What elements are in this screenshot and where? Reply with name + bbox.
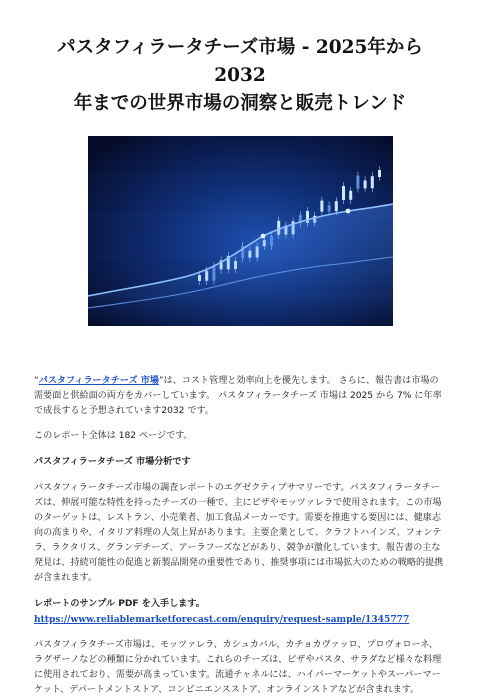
- candle-body: [363, 180, 366, 188]
- candle-body: [349, 191, 352, 200]
- sample-request-link[interactable]: https://www.reliablemarketforecast.com/enquiry/request-sample/1345777: [34, 614, 410, 625]
- candle-body: [370, 176, 373, 188]
- sample-request-label: レポートのサンプル PDF を入手します。: [34, 599, 205, 609]
- candle-body: [356, 176, 359, 189]
- types-paragraph: パスタフィラタチーズ市場は、モッツァレラ、カシュカバル、カチョカヴァッロ、プロヴォローネ、ラグザーノなどの種類に分かれています。これらのチーズは、ピザやパスタ、サラダなど様々な料理に使用されており、需要が高まっています。流通チャネルには、ハイパーマーケットやスーパーマーケット、デパートメントストア、コンビニエンスストア、オンラインストアなどが含まれます。: [34, 640, 442, 695]
- candle-body: [342, 186, 345, 200]
- intro-paragraph: “パスタフィラータチーズ 市場”は、コスト管理と効率向上を優先します。 さらに、報告書は市場の需要面と供給面の両方をカバーしています。 パスタフィラータチーズ 市場は 2025 から 7% に年率で成長すると予想されています2032 です。: [34, 376, 442, 416]
- sample-request-paragraph: [34, 597, 446, 628]
- analysis-heading: パスタフィラータチーズ 市場分析です: [34, 457, 191, 467]
- title-line-2: 年までの世界市場の洞察と販売トレンド: [73, 93, 407, 114]
- market-name-link[interactable]: パスタフィラータチーズ 市場: [38, 376, 159, 386]
- executive-summary-paragraph: パスタフィラータチーズ市場の調査レポートのエグゼクティブサマリーです。パスタフィラータチーズは、伸展可能な特性を持ったチーズの一種で、主にピザやモッツァレラで使用されます。この市場のターゲットは、レストラン、小売業者、加工食品メーカーです。需要を推進する要因には、健康志向の高まりや、イタリア料理の人気上昇があります。主要企業として、クラフトハインズ、フォンテラ、ラクタリス、グランデチーズ、アーラフーズなどがあり、競争が激化しています。報告書の主な発見は、持続可能性の促進と新製品開発の重要性であり、推奨事項には市場拡大のための戦略的提携が含まれます。: [34, 483, 444, 583]
- page-title: [34, 0, 446, 118]
- candle-body: [334, 201, 337, 211]
- candle-body: [378, 170, 381, 177]
- candle-body: [320, 201, 323, 212]
- page-count-text: このレポート全体は 182 ページです。: [34, 431, 193, 441]
- market-growth-illustration: [88, 136, 393, 326]
- title-line-1: パスタフィラータチーズ市場 - 2025年から2032: [57, 37, 423, 86]
- candle-body: [327, 205, 330, 211]
